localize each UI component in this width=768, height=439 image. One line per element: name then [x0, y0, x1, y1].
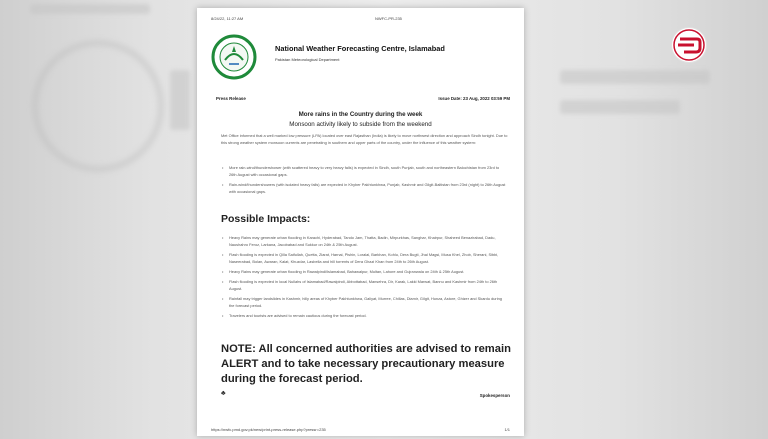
- blurred-background-text: [170, 70, 190, 130]
- impacts-heading: Possible Impacts:: [221, 213, 311, 225]
- blurred-background-text: [560, 100, 680, 114]
- organization-name: National Weather Forecasting Centre, Islamabad: [275, 44, 445, 53]
- document-subtitle: Monsoon activity likely to subside from the weekend: [289, 121, 432, 128]
- issue-date: Issue Date: 23 Aug, 2022 03:59 PM: [438, 96, 510, 101]
- blurred-background-text: [560, 70, 710, 84]
- press-release-label: Press Release: [216, 96, 246, 101]
- list-item: • Flash flooding is expected in Qilla Saifullah, Quetta, Ziarat, Harnai, Pishin, Loralai, Barkhan, Kohlu, Dera Bugti, Jhal Magsi, Musa Khel, Zhob, Sherani, Sibbi, Naseerabad, Bolan, Awaran, Kalat, Khuzdar, Lasbella and hill torrents of Dera Ghazi Khan from 24th to 26th August.: [221, 251, 507, 265]
- pmd-seal-icon: [211, 34, 257, 80]
- footer-url: https://nwfc.pmd.gov.pk/new/print-press-release.php?pressr=235: [211, 427, 326, 432]
- impacts-list: [221, 234, 507, 319]
- signature: Spokesperson: [479, 393, 510, 398]
- document-reference: NWFC-PR-235: [375, 16, 402, 21]
- forecast-list: [221, 164, 507, 195]
- club-symbol: ♣: [221, 390, 226, 397]
- list-item: • Rainfall may trigger landslides in Kashmir, hilly areas of Khyber Pakhtunkhwa, Galiyat, Murree, Chillas, Diamir, Gilgit, Hunza, Astore, Ghizer and Skardu during the forecast period.: [221, 295, 507, 309]
- list-item: • More rain-wind/thundershower (with scattered heavy to very heavy falls) is expected in Sindh, south Punjab, south and northeastern Balochistan from 23rd to 26th August with occasional gaps.: [221, 164, 507, 178]
- list-item: • Flash flooding is expected in local Nullahs of Islamabad/Rawalpindi, Abbottabad, Mansehra, Dir, Karak, Lakki Marwat, Bannu and Kashmir from 24th to 26th August.: [221, 278, 507, 292]
- document-title: More rains in the Country during the week: [298, 111, 423, 118]
- blurred-background-logo: [32, 40, 164, 172]
- list-item: • Heavy Rains may generate urban flooding in Karachi, Hyderabad, Tando Jam, Thatta, Badin, Mirpurkhas, Sanghar, Khairpur, Shaheed Benazirabad, Dadu, Naushahro Feroz, Larkana, Jacobabad and Sukkur on 24th & 25th August.: [221, 234, 507, 248]
- alert-note: NOTE: All concerned authorities are advised to remain ALERT and to take necessary precautionary measure during the forecast period.: [221, 343, 511, 385]
- department-name: Pakistan Meteorological Department: [275, 57, 340, 62]
- blurred-background-text: [30, 4, 150, 14]
- channel-logo-icon: [671, 27, 707, 63]
- press-release-document: [197, 8, 524, 436]
- list-item: • Heavy Rains may generate urban flooding in Rawalpindi/Islamabad, Bahawalpur, Multan, Lahore and Gujranwala on 24th & 25th August.: [221, 268, 507, 275]
- print-datetime: 8/24/22, 11:27 AM: [211, 16, 244, 21]
- list-item: • Rain-wind/thundershowers (with isolated heavy falls) are expected in Khyber Pakhtunkhwa, Punjab, Kashmir and Gilgit-Baltistan from 23rd (night) to 26th August with occasional gaps.: [221, 181, 507, 195]
- intro-paragraph: Met Office informed that a well marked low pressure (LPA) located over east Rajasthan (India) is likely to move northwest direction and approach Sindh tonight. Due to this strong weather system monsoon currents are penetrating in southern and upper parts of the country, under the influence of this weather system:: [221, 133, 508, 145]
- page-number: 1/1: [504, 427, 510, 432]
- list-item: • Travelers and tourists are advised to remain cautious during the forecast period.: [221, 312, 507, 319]
